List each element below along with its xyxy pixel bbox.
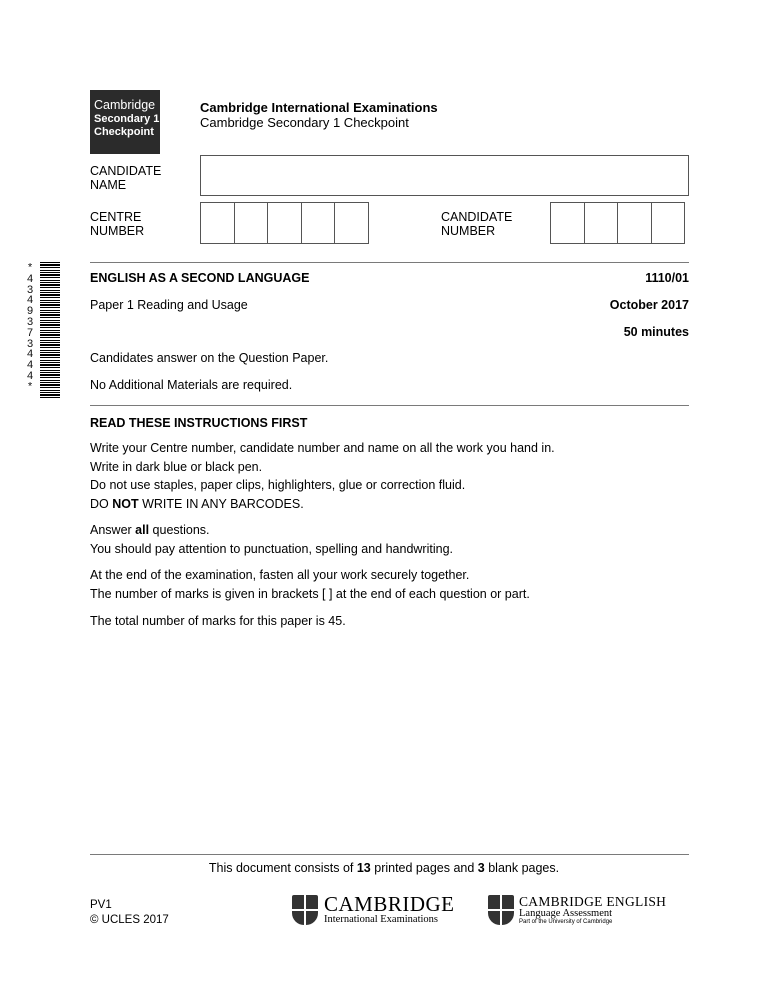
- instructions-block-2: [90, 521, 453, 558]
- barcode-digit: 3: [26, 284, 34, 297]
- instruction-line: [90, 521, 453, 540]
- barcode-digit: 4: [26, 295, 34, 308]
- instruction-line: Write in dark blue or black pen.: [90, 459, 263, 474]
- exam-session: October 2017: [609, 298, 689, 312]
- exam-board-title: Cambridge International Examinations: [200, 100, 438, 115]
- subject-title: ENGLISH AS A SECOND LANGUAGE: [90, 271, 310, 285]
- paper-code: PV1: [90, 899, 112, 911]
- cambridge-english-shield-icon: [488, 895, 514, 925]
- blank-page-count: 3: [477, 861, 485, 875]
- barcode-digits: [24, 264, 36, 394]
- barcode-digit: 9: [26, 306, 34, 319]
- candidate-number-cell[interactable]: [651, 202, 686, 244]
- instruction-line: Write your Centre number, candidate number and name on all the work you hand in.: [90, 441, 555, 455]
- barcode-digit: 7: [26, 327, 34, 340]
- answer-location-note: Candidates answer on the Question Paper.: [90, 351, 329, 365]
- instruction-text: WRITE IN ANY BARCODES.: [138, 496, 304, 511]
- instruction-text: DO: [90, 496, 113, 511]
- cambridge-wordmark: CAMBRIDGE: [324, 892, 455, 916]
- barcode-digit: 3: [26, 316, 34, 329]
- page-count-text: blank pages.: [484, 861, 560, 875]
- footer-divider: [90, 854, 689, 855]
- instruction-line: The number of marks is given in brackets [ ] at the end of each question or part.: [90, 586, 530, 601]
- barcode-digit: 4: [26, 349, 34, 362]
- page-count-text: This document consists of: [208, 861, 357, 875]
- centre-number-field[interactable]: [200, 202, 369, 244]
- cambridge-sub-wordmark: International Examinations: [324, 914, 439, 925]
- centre-number-cell[interactable]: [234, 202, 269, 244]
- instruction-line: You should pay attention to punctuation, spelling and handwriting.: [90, 541, 454, 556]
- cambridge-shield-icon: [292, 895, 318, 925]
- instruction-emphasis: all: [135, 523, 150, 537]
- cambridge-english-logo: [488, 893, 688, 929]
- cambridge-checkpoint-logo: [90, 90, 160, 154]
- divider: [90, 262, 689, 263]
- centre-number-cell[interactable]: [200, 202, 235, 244]
- candidate-number-label-line2: NUMBER: [441, 224, 496, 238]
- paper-title: Paper 1 Reading and Usage: [90, 298, 248, 312]
- instructions-block-4: [90, 612, 346, 631]
- candidate-name-field[interactable]: [200, 155, 689, 196]
- barcode-digit: 3: [26, 338, 34, 351]
- candidate-name-label: [90, 164, 161, 192]
- instruction-line: [90, 495, 555, 514]
- instructions-block-3: [90, 566, 530, 603]
- barcode-digit: 4: [26, 370, 34, 383]
- instruction-text: Answer: [90, 523, 136, 537]
- exam-duration: 50 minutes: [623, 325, 689, 339]
- candidate-name-label-line1: CANDIDATE: [90, 164, 162, 178]
- barcode: [40, 262, 60, 400]
- barcode-digit: 4: [26, 273, 34, 286]
- exam-board-subtitle: Cambridge Secondary 1 Checkpoint: [200, 115, 409, 130]
- logo-line-2: Secondary 1: [94, 113, 160, 125]
- page-count-text: printed pages and: [370, 861, 478, 875]
- logo-line-1: Cambridge: [94, 98, 156, 112]
- cambridge-international-logo: [292, 893, 462, 929]
- centre-number-label-line2: NUMBER: [90, 224, 145, 238]
- instruction-line: Do not use staples, paper clips, highlighters, glue or correction fluid.: [90, 478, 466, 492]
- instructions-block-1: [90, 439, 555, 513]
- candidate-number-cell[interactable]: [550, 202, 585, 244]
- candidate-number-cell[interactable]: [584, 202, 619, 244]
- language-assessment-wordmark: Language Assessment: [519, 908, 613, 919]
- candidate-number-label-line1: CANDIDATE: [441, 210, 513, 224]
- cambridge-english-wordmark: CAMBRIDGE ENGLISH: [519, 894, 667, 909]
- centre-number-cell[interactable]: [301, 202, 336, 244]
- copyright: © UCLES 2017: [90, 914, 169, 926]
- divider: [90, 405, 689, 406]
- instruction-text: questions.: [149, 523, 210, 537]
- footer-code-block: [90, 898, 169, 928]
- centre-number-cell[interactable]: [267, 202, 302, 244]
- centre-number-cell[interactable]: [334, 202, 369, 244]
- instruction-line: The total number of marks for this paper is 45.: [90, 614, 346, 628]
- barcode-digit: *: [26, 263, 34, 275]
- candidate-number-label: [441, 210, 512, 238]
- candidate-name-label-line2: NAME: [90, 178, 127, 192]
- printed-page-count: 13: [356, 861, 371, 875]
- centre-number-label-line1: CENTRE: [90, 210, 142, 224]
- page-count-note: [0, 861, 768, 875]
- barcode-digit: *: [26, 381, 34, 394]
- instruction-emphasis: NOT: [112, 496, 139, 511]
- candidate-number-field[interactable]: [550, 202, 685, 244]
- materials-note: No Additional Materials are required.: [90, 378, 293, 392]
- centre-number-label: [90, 210, 144, 238]
- candidate-number-cell[interactable]: [617, 202, 652, 244]
- instructions-heading: READ THESE INSTRUCTIONS FIRST: [90, 416, 308, 430]
- logo-line-3: Checkpoint: [94, 126, 154, 138]
- barcode-digit: 4: [26, 360, 34, 373]
- component-code: 1110/01: [645, 271, 689, 285]
- university-note: Part of the University of Cambridge: [519, 919, 613, 925]
- instruction-line: At the end of the examination, fasten all your work securely together.: [90, 568, 470, 582]
